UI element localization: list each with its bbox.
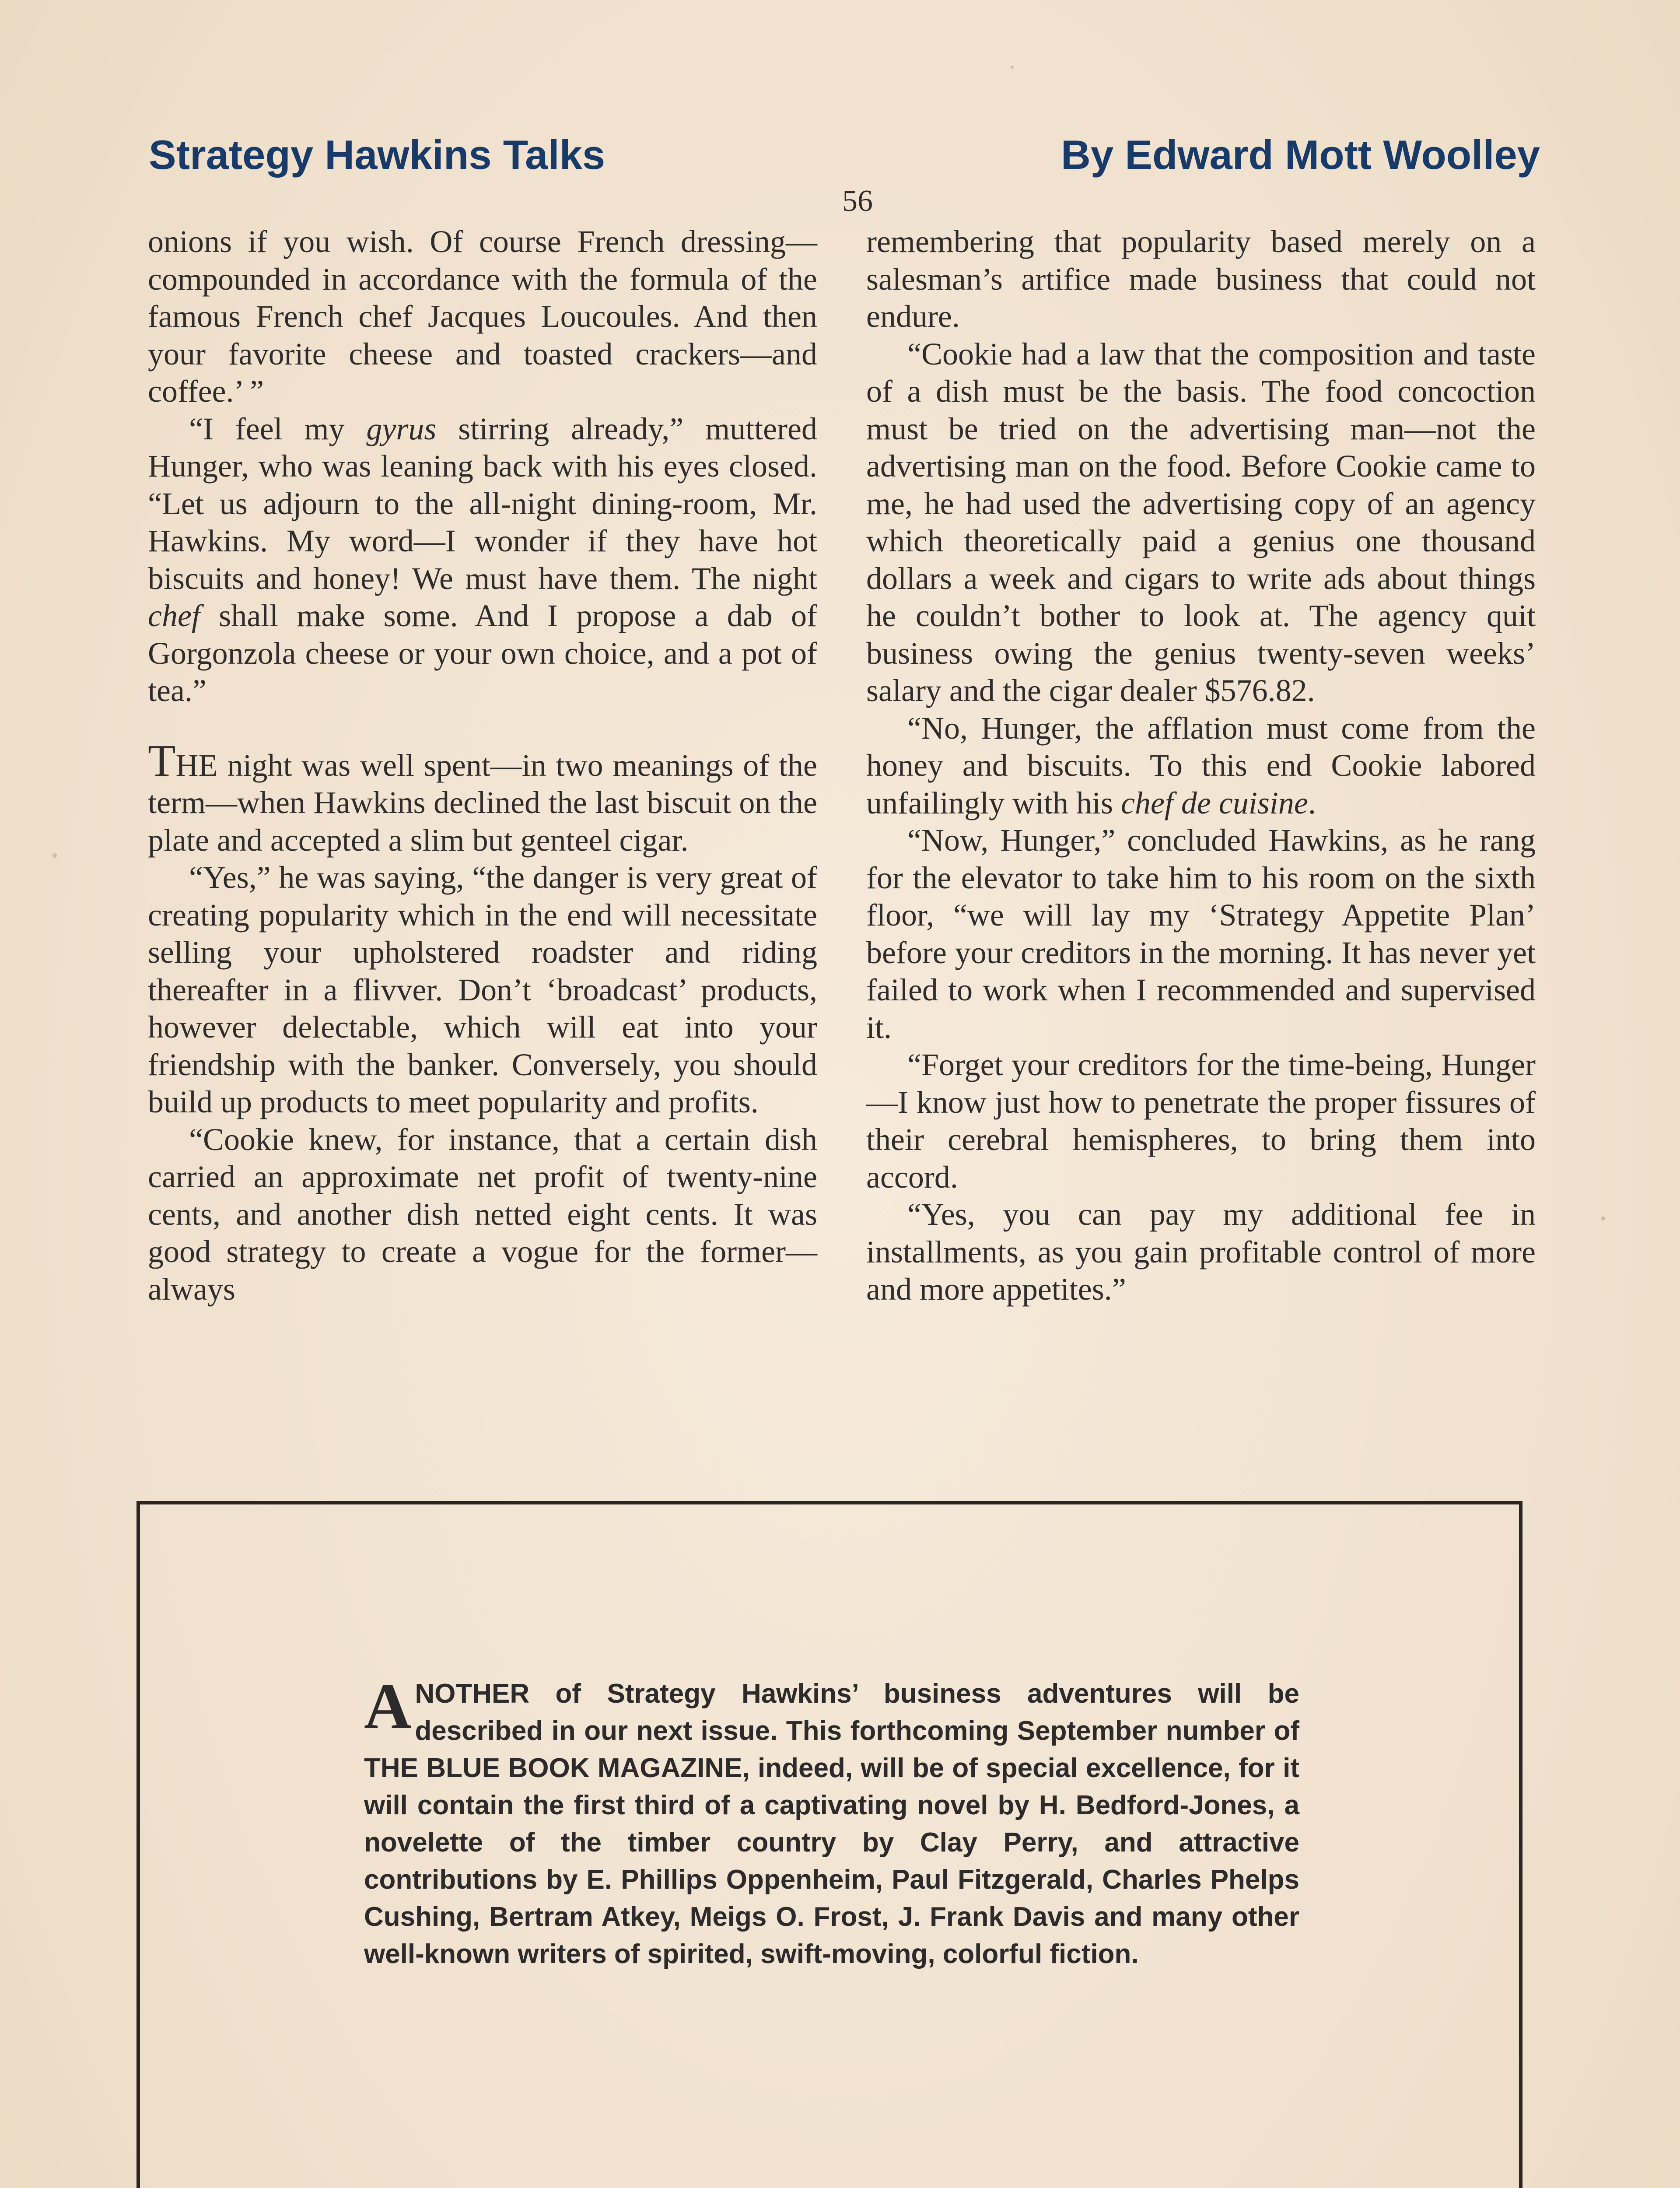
emphasis: gyrus xyxy=(366,411,437,446)
notice-text: NOTHER of Strategy Hawkins’ business adventures will be described in our next issue. This forthcoming September number of THE BLUE BOOK MAGAZINE, indeed, will be of special excellence, for it will contain the first third of a captivating novel by H. Bedford-Jones, a novelette of the timber country by Clay Perry, and attractive contributions by E. Phillips Oppenheim, Paul Fitzgerald, Charles Phelps Cushing, Bertram Atkey, Meigs O. Frost, J. Frank Davis and many other well-known writers of spirited, swift-moving, colorful fiction. xyxy=(364,1679,1299,1969)
drop-cap: T xyxy=(148,735,176,786)
paragraph: “Cookie had a law that the composition and taste of a dish must be the basis. The food concoction must be tried on the advertising man—not the advertising man on the food. Before Cookie came to me, he had used the advertising copy of an agency which theoretically paid a genius one thousand dollars a week and cigars to write ads about things he couldn’t bother to look at. The agency quit business owing the genius twenty-seven weeks’ salary and the cigar dealer $576.82. xyxy=(866,336,1536,708)
next-issue-notice-box xyxy=(136,1501,1522,2188)
emphasis: chef xyxy=(148,598,200,633)
paper-speck xyxy=(52,853,57,858)
article-body xyxy=(148,223,1536,1457)
paragraph: remembering that popularity based merely on a salesman’s artifice made business that could not endure. xyxy=(866,224,1536,334)
text-run: shall make some. And I propose a dab of Gorgonzola cheese or your own choice, and a pot of tea.” xyxy=(148,598,817,708)
paragraph: “Cookie knew, for instance, that a certain dish carried an approximate net profit of twenty-nine cents, and another dish netted eight cents. It was good strategy to create a vogue for the former—always xyxy=(148,1122,817,1307)
paragraph xyxy=(866,710,1536,822)
notice-drop-cap: A xyxy=(364,1670,412,1743)
text-run: HE night was well spent—in two meanings of the term—when Hawkins declined the last biscuit on the plate and accepted a slim but genteel cigar. xyxy=(148,747,817,858)
paragraph: “Yes,” he was saying, “the danger is very great of creating popularity which in the end will necessitate selling your upholstered roadster and riding thereafter in a flivver. Don’t ‘broadcast’ products, however delectable, which will eat into your friendship with the banker. Conversely, you should build up products to meet popularity and profits. xyxy=(148,860,817,1119)
paper-speck xyxy=(1011,66,1014,69)
author-byline: By Edward Mott Woolley xyxy=(1061,132,1540,178)
paragraph: “Forget your creditors for the time-being, Hunger—I know just how to penetrate the proper fissures of their cerebral hemispheres, to bring them into accord. xyxy=(866,1047,1536,1195)
left-column xyxy=(148,223,817,1308)
paragraph xyxy=(148,410,817,710)
section-start-paragraph xyxy=(148,735,817,859)
text-run: . xyxy=(1308,785,1316,820)
running-head xyxy=(149,131,1540,184)
paragraph: “Now, Hunger,” concluded Hawkins, as he rang for the elevator to take him to his room on the sixth floor, “we will lay my ‘Strategy Appetite Plan’ before your creditors in the morning. It has never yet failed to work when I recommended and supervised it. xyxy=(866,823,1536,1045)
paper-speck xyxy=(1601,1217,1605,1220)
text-run: “No, Hunger, the afflation must come from the honey and biscuits. To this end Cookie labored unfailingly with his xyxy=(866,710,1536,820)
right-column xyxy=(866,223,1536,1308)
text-run: “I feel my xyxy=(189,411,367,446)
next-issue-notice xyxy=(364,1670,1299,1973)
paragraph: “Yes, you can pay my additional fee in installments, as you gain profitable control of more and more appetites.” xyxy=(866,1197,1536,1307)
text-run: stirring already,” muttered Hunger, who was leaning back with his eyes closed. “Let us adjourn to the all-night dining-room, Mr. Hawkins. My word—I wonder if they have hot biscuits and honey! We must have them. The night xyxy=(148,411,817,596)
page-number: 56 xyxy=(842,184,873,218)
paragraph: onions if you wish. Of course French dressing—compounded in accordance with the formula of the famous French chef Jacques Loucoules. And then your favorite cheese and toasted crackers—and coffee.’ ” xyxy=(148,224,817,409)
story-title: Strategy Hawkins Talks xyxy=(149,132,606,178)
emphasis: chef de cuisine xyxy=(1120,785,1308,820)
